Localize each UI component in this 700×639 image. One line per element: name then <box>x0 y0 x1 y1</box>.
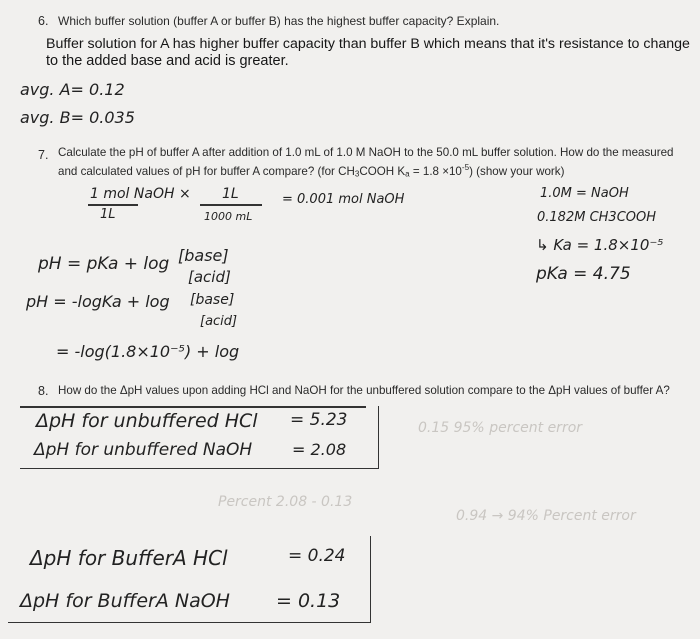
q7-prompt-line2-b: COOH K <box>359 164 406 178</box>
q7-hh2-left: pH = -logKa + log <box>26 292 170 311</box>
q7-hh2-den: [acid] <box>200 314 238 329</box>
q7-mol-den: 1L <box>100 207 116 222</box>
q8-unbuf-hcl-label: ΔpH for unbuffered HCl <box>36 410 258 432</box>
q8-faint-1: 0.15 95% percent error <box>418 420 583 436</box>
q7-result: = 0.001 mol NaOH <box>282 192 405 207</box>
q8-unbuffered-top-rule <box>20 406 366 408</box>
q6-avg-a: avg. A= 0.12 <box>20 80 125 99</box>
q8-unbuf-naoh-value: = 2.08 <box>292 440 347 459</box>
q7-sub-a: a <box>405 169 410 179</box>
q7-l-num: 1L <box>222 186 239 202</box>
q6-prompt: Which buffer solution (buffer A or buffer B) has the highest buffer capacity? Explain. <box>58 14 500 28</box>
q7-hh1-num: [base] <box>178 246 229 265</box>
q7-prompt-line2-d: ) (show your work) <box>469 164 565 178</box>
q7-mol-num: 1 mol NaOH × <box>90 186 191 202</box>
q8-bufa-hcl-label: ΔpH for BufferA HCl <box>30 546 228 570</box>
q7-hh1-left: pH = pKa + log <box>38 254 170 274</box>
q8-faint-2: Percent 2.08 - 0.13 <box>218 494 353 510</box>
q7-hh3: = -log(1.8×10⁻⁵) + log <box>56 342 240 361</box>
q8-unbuf-hcl-value: = 5.23 <box>290 410 348 430</box>
q7-sup-exp: -5 <box>461 163 470 172</box>
q8-bufa-naoh-value: = 0.13 <box>276 590 341 612</box>
q7-right3: ↳ Ka = 1.8×10⁻⁵ <box>536 236 664 254</box>
q6-avg-b: avg. B= 0.035 <box>20 108 135 127</box>
q6-answer-line2: to the added base and acid is greater. <box>46 53 289 69</box>
q7-hh1-den: [acid] <box>188 268 231 286</box>
q7-l-fraction-bar <box>200 204 262 206</box>
q8-bufa-hcl-value: = 0.24 <box>288 546 346 566</box>
q7-mol-fraction-bar <box>88 204 138 206</box>
q7-prompt-line2 <box>58 163 564 178</box>
q8-bufa-naoh-label: ΔpH for BufferA NaOH <box>20 590 230 612</box>
q8-prompt: How do the ΔpH values upon adding HCl and NaOH for the unbuffered solution compare to the ΔpH values of buffer A? <box>58 384 670 397</box>
q7-l-den: 1000 mL <box>204 210 253 223</box>
q7-hh2-num: [base] <box>190 292 235 308</box>
q8-unbuf-naoh-label: ΔpH for unbuffered NaOH <box>34 440 253 460</box>
q7-sub3: 3 <box>354 169 360 179</box>
q6-answer-line1: Buffer solution for A has higher buffer capacity than buffer B which means that it's resistance to change <box>46 36 690 52</box>
q7-right2: 0.182M CH3COOH <box>537 210 657 225</box>
q7-right4: pKa = 4.75 <box>536 264 631 284</box>
q7-prompt-line2-a: and calculated values of pH for buffer A compare? (for CH <box>58 164 355 178</box>
q7-prompt-line1: Calculate the pH of buffer A after addition of 1.0 mL of 1.0 M NaOH to the 50.0 mL buffer solution. How do the measured <box>58 146 674 159</box>
q7-prompt-line2-c: = 1.8 ×10 <box>409 164 462 178</box>
q7-number: 7. <box>38 148 49 162</box>
q7-right1: 1.0M = NaOH <box>540 186 629 201</box>
q6-number: 6. <box>38 14 49 28</box>
q8-faint-3: 0.94 → 94% Percent error <box>456 508 636 524</box>
q8-number: 8. <box>38 384 49 398</box>
